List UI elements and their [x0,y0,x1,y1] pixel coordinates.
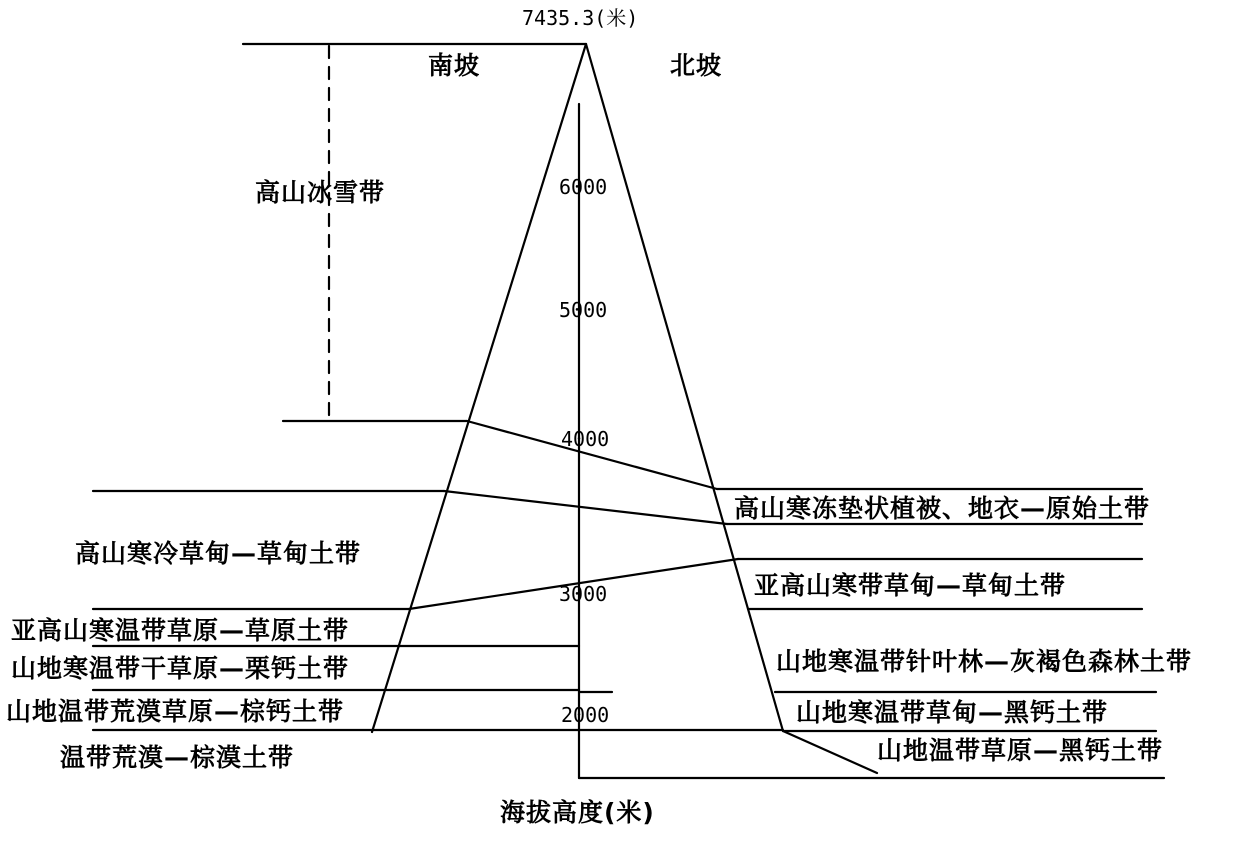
south-zone-2: 高山寒冷草甸—草甸土带 [75,539,362,568]
south-zone-3: 亚高山寒温带草原—草原土带 [11,616,350,645]
north-zone-5: 山地温带草原—黑钙土带 [877,736,1164,765]
altitude-tick-5000: 5000 [559,298,608,322]
south-zone-6: 温带荒漠—棕漠土带 [60,743,295,772]
south-zone-1: 高山冰雪带 [255,178,386,207]
north-zone-2: 亚高山寒带草甸—草甸土带 [754,571,1067,600]
peak-altitude-label: 7435.3(米) [522,6,639,30]
south-zone-4: 山地寒温带干草原—栗钙土带 [11,654,350,683]
north-zone-1: 高山寒冻垫状植被、地衣—原始土带 [734,494,1151,523]
altitude-tick-2000: 2000 [561,703,610,727]
north-zone-3: 山地寒温带针叶林—灰褐色森林土带 [776,647,1193,676]
altitude-tick-4000: 4000 [561,427,610,451]
cross-boundary-middle [444,491,727,524]
altitude-tick-3000: 3000 [559,582,608,606]
north-slope-label: 北坡 [670,51,723,80]
axis-title: 海拔高度(米) [500,798,655,827]
altitude-tick-6000: 6000 [559,175,608,199]
south-slope-label: 南坡 [428,51,481,80]
south-zone-5: 山地温带荒漠草原—棕钙土带 [6,697,345,726]
north-slope-line [586,44,783,731]
south-slope-line [372,44,586,732]
north-zone-4: 山地寒温带草甸—黑钙土带 [796,698,1109,727]
north-slope-foot-line [783,731,877,773]
